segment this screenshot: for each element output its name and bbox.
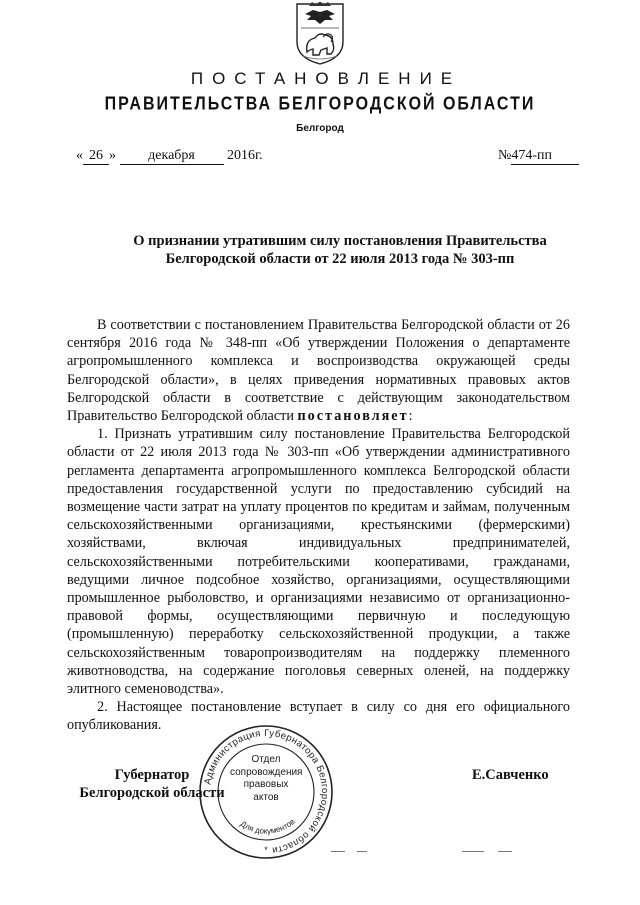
- date-close-quote: »: [109, 148, 116, 163]
- decree-word: постановляет: [297, 408, 409, 425]
- number-sign: №: [498, 148, 512, 163]
- intro-text: В соответствии с постановлением Правительства Белгородской области от 26 сентября 2016 года № 348-пп «Об утверждении Положения о департаменте агропромышленного комплекса и воспроизводства окружающей среды Белгородской области», в целях приведения нормативных правовых актов Белгородской области в соответствие с действующим законодательством Правительство Белгородской области: [67, 317, 570, 425]
- date-day: 26: [83, 148, 109, 165]
- document-title: [60, 232, 620, 268]
- signatory-position: [72, 766, 232, 802]
- item-2-paragraph: 2. Настоящее постановление вступает в силу со дня его официального опубликования.: [67, 699, 570, 734]
- stamp-center-line-1: Отдел: [251, 754, 281, 765]
- decree-colon: :: [408, 408, 413, 425]
- document-type-heading: ПОСТАНОВЛЕНИЕ: [190, 69, 462, 88]
- stamp-center-line-4: актов: [253, 791, 279, 803]
- scan-mark: [357, 851, 367, 852]
- signatory-name: Е.Савченко: [472, 767, 549, 783]
- issuer-heading: ПРАВИТЕЛЬСТВА БЕЛГОРОДСКОЙ ОБЛАСТИ: [104, 94, 536, 115]
- intro-paragraph: [67, 316, 570, 425]
- stamp-center-line-3: правовых: [243, 779, 289, 790]
- stamp-center-text: [230, 754, 302, 804]
- number-value: 474-пп: [511, 148, 579, 165]
- stamp-center-line-2: сопровождения: [230, 766, 303, 778]
- svg-text:*: *: [264, 845, 268, 855]
- stamp-ring-text: Администрация Губернатора Белгородской области: [202, 727, 331, 856]
- document-body: [67, 316, 570, 735]
- scan-mark: [462, 851, 484, 852]
- scan-mark: [498, 851, 512, 852]
- document-date: [76, 148, 263, 165]
- date-month: декабря: [120, 148, 224, 165]
- date-year-suffix: 6г.: [248, 148, 263, 163]
- title-line-1: О признании утратившим силу постановления Правительства: [133, 233, 547, 249]
- title-line-2: Белгородской области от 22 июля 2013 года № 303-пп: [165, 251, 515, 267]
- date-year-prefix: 201: [227, 148, 248, 163]
- city-label: Белгород: [296, 123, 344, 134]
- signatory-position-line-2: Белгородской области: [79, 785, 225, 801]
- scan-mark: [331, 851, 345, 852]
- signatory-position-line-1: Губернатор: [114, 767, 190, 783]
- stamp-bottom-text: Для документов: [238, 817, 297, 836]
- document-number: [498, 148, 579, 165]
- item-1-paragraph: 1. Признать утратившим силу постановление Правительства Белгородской области от 22 июля 2013 года № 303-пп «Об утверждении административного регламента департамента агропромышленного комплекса Белгородской области предоставления государственной услуги по предоставлению субсидий на возмещение части затрат на уплату процентов по кредитам и займам, полученным сельскохозяйственными организациями, крестьянскими (фермерскими) хозяйствами, включая индивидуальных предпринимателей, сельскохозяйственными потребительскими кооперативами, гражданами, ведущими личное подсобное хозяйство, организациями, осуществляющими промышленное рыболовство, и организациями независимо от организационно-правовой формы, осуществляющими первичную и последующую (промышленную) переработку сельскохозяйственной продукции, а также сельскохозяйственным товаропроизводителям на поддержку племенного животноводства, на содержание поголовья северных оленей, на поддержку элитного семеноводства».: [67, 426, 570, 698]
- date-open-quote: «: [76, 148, 83, 163]
- coat-of-arms-emblem: [293, 2, 347, 66]
